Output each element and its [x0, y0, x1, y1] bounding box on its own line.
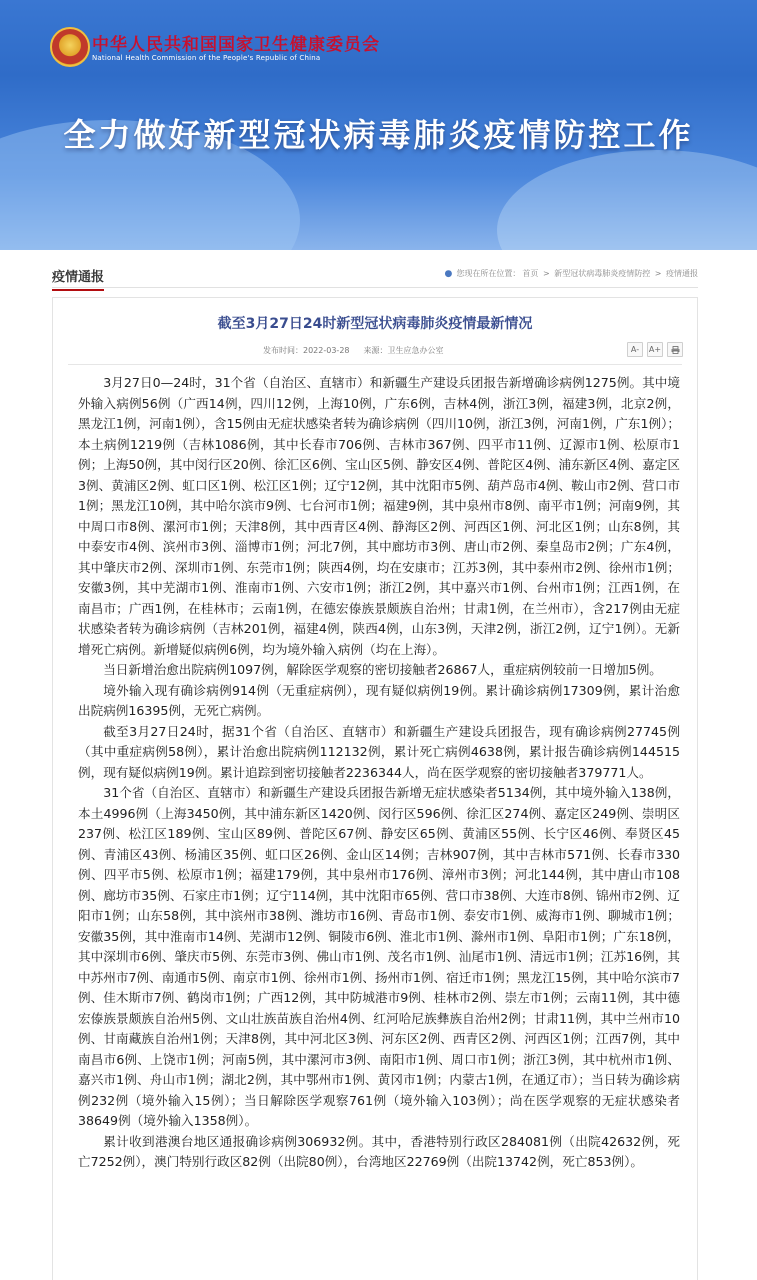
article-paragraph: 境外输入现有确诊病例914例（无重症病例），现有疑似病例19例。累计确诊病例17309例，累计治愈出院病例16395例，无死亡病例。 [78, 682, 680, 718]
article-title: 截至3月27日24时新型冠状病毒肺炎疫情最新情况 [217, 316, 533, 332]
font-increase-button[interactable]: A+ [647, 342, 663, 357]
breadcrumb-link-epidemic[interactable]: 新型冠状病毒肺炎疫情防控 [554, 269, 651, 278]
article-paragraph: 31个省（自治区、直辖市）和新疆生产建设兵团报告新增无症状感染者5134例，其中境外输入138例，本土4996例（上海3450例，其中浦东新区1420例、闵行区596例、徐汇区274例、嘉定区249例、崇明区237例、松江区189例、宝山区89例、普陀区67例、静安区65例、黄浦区55例、长宁区46例、奉贤区45例、青浦区43例、杨浦区35例、虹口区26例、金山区14例；吉林907例，其中吉林市571例、长春市330例、四平市5例、松原市1例；福建179例，其中泉州市176例、漳州市3例；河北144例，其中唐山市108例、廊坊市35例、石家庄市1例；辽宁114例，其中沈阳市65例、营口市38例、大连市8例、锦州市2例、辽阳市1例；山东58例，其中滨州市38例、潍坊市16例、青岛市1例、泰安市1例、威海市1例、聊城市1例；安徽35例，其中淮南市14例、芜湖市12例、铜陵市6例、淮北市1例、滁州市1例、阜阳市1例；广东18例，其中深圳市6例、肇庆市5例、东莞市3例、佛山市1例、茂名市1例、汕尾市1例、清远市1例；江苏16例，其中苏州市7例、南通市5例、南京市1例、徐州市1例、扬州市1例、宿迁市1例；黑龙江15例，其中哈尔滨市7例、佳木斯市7例、鹤岗市1例；广西12例，其中防城港市9例、桂林市2例、崇左市1例；云南11例，其中德宏傣族景颇族自治州5例、文山壮族苗族自治州4例、红河哈尼族彝族自治州2例；甘肃11例，其中兰州市10例、甘南藏族自治州1例；天津8例，其中河北区3例、河东区2例、西青区2例、河西区1例；江西7例，其中南昌市6例、上饶市1例；河南5例，其中漯河市3例、南阳市1例、周口市1例；浙江3例，其中杭州市1例、嘉兴市1例、舟山市1例；湖北2例，其中鄂州市1例、黄冈市1例；内蒙古1例，在通辽市）；当日转为确诊病例232例（境外输入15例）；当日解除医学观察761例（境外输入103例）；尚在医学观察的无症状感染者38649例（境外输入1358例）。 [78, 785, 680, 1128]
article-paragraph: 当日新增治愈出院病例1097例，解除医学观察的密切接触者26867人，重症病例较前一日增加5例。 [103, 662, 662, 677]
font-decrease-button[interactable]: A- [627, 342, 643, 357]
section-divider [52, 287, 698, 288]
national-emblem-icon[interactable] [50, 27, 90, 67]
article-paragraph: 3月27日0—24时，31个省（自治区、直辖市）和新疆生产建设兵团报告新增确诊病例1275例。其中境外输入病例56例（广西14例，四川12例，上海10例，广东6例，吉林4例，浙江3例，福建3例，北京2例，黑龙江1例，河南1例），含15例由无症状感染者转为确诊病例（四川10例，浙江3例，河南1例，广东1例）；本土病例1219例（吉林1086例，其中长春市706例、吉林市367例、四平市11例、辽源市1例、松原市1例；上海50例，其中闵行区20例、徐汇区6例、宝山区5例、静安区4例、普陀区4例、浦东新区4例、嘉定区3例、黄浦区2例、虹口区1例、松江区1例；辽宁12例，其中沈阳市5例、葫芦岛市4例、鞍山市2例、营口市1例；黑龙江10例，其中哈尔滨市9例、七台河市1例；福建9例，其中泉州市8例、南平市1例；河南9例，其中周口市8例、漯河市1例；天津8例，其中西青区4例、静海区2例、河西区1例、河北区1例；山东8例，其中泰安市4例、滨州市3例、淄博市1例；河北7例，其中廊坊市3例、唐山市2例、秦皇岛市2例；广东4例，其中肇庆市2例、深圳市1例、东莞市1例；陕西4例，均在安康市；江苏3例，其中泰州市2例、徐州市1例；安徽3例，其中芜湖市1例、淮南市1例、六安市1例；浙江2例，其中嘉兴市1例、台州市1例；江西1例，在南昌市；广西1例，在桂林市；云南1例，在德宏傣族景颇族自治州；甘肃1例，在兰州市），含217例由无症状感染者转为确诊病例（吉林201例，福建4例，陕西4例，山东3例，天津2例，浙江2例，辽宁1例）。无新增死亡病例。新增疑似病例6例，均为境外输入病例（均在上海）。 [78, 375, 680, 657]
breadcrumb-separator: > [654, 269, 662, 278]
print-icon [671, 346, 680, 354]
article-body [78, 373, 680, 1173]
banner-slogan: 全力做好新型冠状病毒肺炎疫情防控工作 [63, 116, 694, 154]
breadcrumb [444, 268, 699, 279]
location-pin-icon: ● [444, 269, 453, 279]
article-panel [52, 297, 698, 1280]
source-value: 卫生应急办公室 [387, 346, 444, 355]
org-name-cn[interactable]: 中华人民共和国国家卫生健康委员会 [92, 35, 380, 55]
article-tools [627, 342, 683, 357]
section-title: 疫情通报 [52, 266, 104, 291]
breadcrumb-link-bulletin[interactable]: 疫情通报 [666, 269, 698, 278]
header-banner [0, 0, 757, 250]
article-paragraph: 截至3月27日24时，据31个省（自治区、直辖市）和新疆生产建设兵团报告，现有确诊病例27745例（其中重症病例58例），累计治愈出院病例112132例，累计死亡病例4638例，累计报告确诊病例144515例，现有疑似病例19例。累计追踪到密切接触者2236344人，尚在医学观察的密切接触者379771人。 [78, 723, 680, 780]
breadcrumb-link-home[interactable]: 首页 [522, 269, 539, 278]
breadcrumb-prefix: 您现在所在位置： [456, 269, 521, 278]
org-name-en: National Health Commission of the People's Republic of China [92, 54, 321, 62]
banner-spacer [0, 250, 757, 262]
source-label: 来源： [363, 346, 388, 355]
print-button[interactable] [667, 342, 683, 357]
article-meta [263, 345, 444, 356]
article-paragraph: 累计收到港澳台地区通报确诊病例306932例。其中，香港特别行政区284081例（出院42632例，死亡7252例），澳门特别行政区82例（出院80例），台湾地区22769例（出院13742例，死亡853例）。 [78, 1133, 680, 1169]
publish-label: 发布时间： [263, 346, 303, 355]
banner-decoration [497, 150, 757, 250]
breadcrumb-separator: > [542, 269, 550, 278]
article-divider [68, 364, 682, 365]
publish-date: 2022-03-28 [303, 346, 350, 355]
